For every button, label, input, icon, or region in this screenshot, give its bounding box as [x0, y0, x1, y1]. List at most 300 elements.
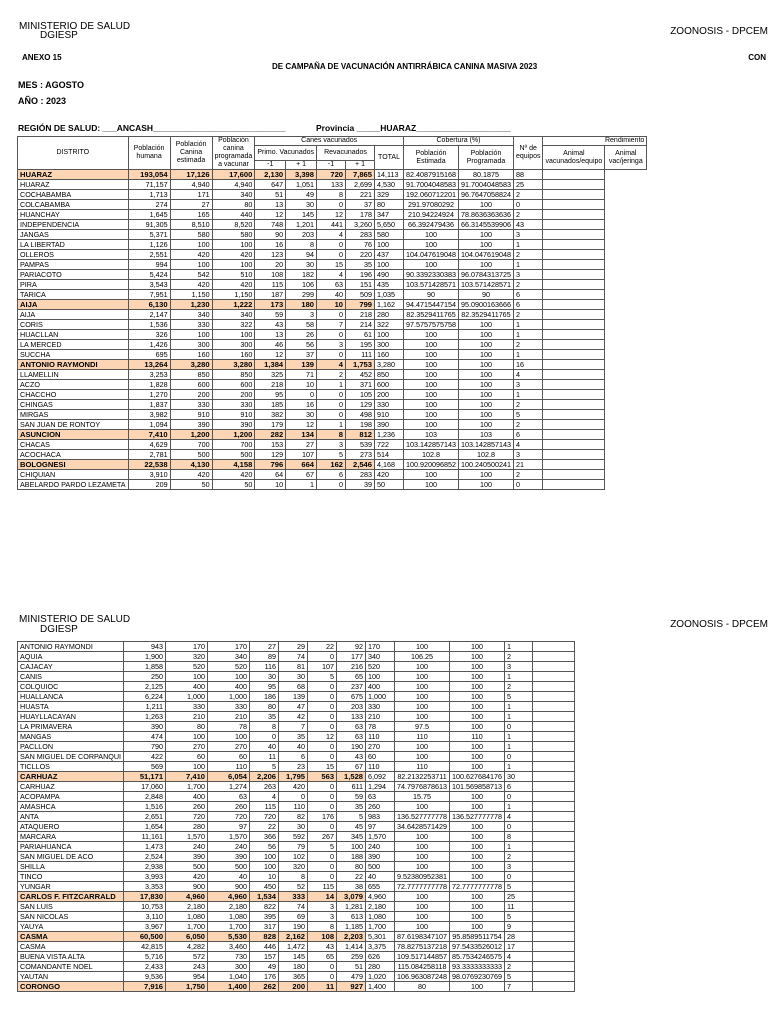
value-cell: 106 — [286, 280, 317, 290]
value-cell: 3,280 — [170, 360, 212, 370]
value-cell: 107 — [286, 450, 317, 460]
value-cell: 695 — [128, 350, 170, 360]
value-cell: 5,716 — [124, 952, 166, 962]
value-cell: 0 — [504, 752, 532, 762]
value-cell: 1,126 — [128, 240, 170, 250]
header-n-equipos: Nº de equipos — [513, 137, 543, 170]
value-cell: 80.1875 — [458, 170, 513, 180]
header-pob-canina-prog: Población canina programada a vacunar — [212, 137, 255, 170]
value-cell: 100 — [450, 902, 505, 912]
value-cell — [532, 832, 574, 842]
value-cell: 330 — [170, 320, 212, 330]
value-cell: 850 — [170, 370, 212, 380]
value-cell: 400 — [166, 682, 208, 692]
value-cell: 3,993 — [124, 872, 166, 882]
value-cell: 200 — [279, 982, 308, 992]
value-cell: 12 — [317, 210, 346, 220]
table-row — [18, 712, 617, 722]
district-cell: AQUIA — [18, 652, 124, 662]
value-cell: 136.527777778 — [395, 812, 450, 822]
value-cell: 2,546 — [346, 460, 375, 470]
value-cell: 1,426 — [128, 340, 170, 350]
value-cell: 100 — [395, 752, 450, 762]
value-cell — [532, 862, 574, 872]
district-cell: JANGAS — [18, 230, 129, 240]
table-row — [18, 320, 647, 330]
value-cell: 13 — [255, 200, 286, 210]
district-cell: AIJA — [18, 300, 129, 310]
value-cell: 61 — [346, 330, 375, 340]
campaign-title: DE CAMPAÑA DE VACUNACIÓN ANTIRRÁBICA CANINA MASIVA 2023 — [272, 62, 538, 71]
value-cell: 93.3333333333 — [450, 962, 505, 972]
value-cell: 1,185 — [337, 922, 366, 932]
value-cell: 345 — [337, 832, 366, 842]
value-cell: 474 — [124, 732, 166, 742]
district-cell: HUAYLLACAYAN — [18, 712, 124, 722]
district-cell: CORONGO — [18, 982, 124, 992]
value-cell: 267 — [308, 832, 337, 842]
value-cell: 71,157 — [128, 180, 170, 190]
value-cell: 3,982 — [128, 410, 170, 420]
value-cell: 100 — [395, 922, 450, 932]
district-cell: YAUTAN — [18, 972, 124, 982]
table-row — [18, 812, 617, 822]
district-cell: SAN MIGUEL DE CORPANQUI — [18, 752, 124, 762]
value-cell: 655 — [366, 882, 395, 892]
value-cell: 176 — [250, 972, 279, 982]
value-cell — [543, 320, 605, 330]
value-cell: 13,264 — [128, 360, 170, 370]
value-cell: 178 — [346, 210, 375, 220]
value-cell: 592 — [279, 832, 308, 842]
value-cell: 97.5 — [395, 722, 450, 732]
value-cell: 25 — [513, 180, 543, 190]
value-cell: 47 — [279, 702, 308, 712]
value-cell: 1,150 — [212, 290, 255, 300]
value-cell: 1,645 — [128, 210, 170, 220]
value-cell: 539 — [346, 440, 375, 450]
value-cell: 100 — [458, 230, 513, 240]
value-cell: 330 — [212, 400, 255, 410]
value-cell: 400 — [366, 682, 395, 692]
value-cell: 10 — [250, 872, 279, 882]
value-cell — [543, 300, 605, 310]
table-row — [18, 952, 617, 962]
ministry-title: MINISTERIO DE SALUD — [19, 21, 131, 32]
value-cell: 49 — [286, 190, 317, 200]
value-cell: 5 — [513, 410, 543, 420]
value-cell: 102 — [279, 852, 308, 862]
value-cell: 66.392479436 — [404, 220, 459, 230]
value-cell: 3 — [286, 310, 317, 320]
value-cell: 329 — [375, 190, 404, 200]
value-cell: 954 — [166, 972, 208, 982]
header-pob-humana: Población humana — [128, 137, 170, 170]
district-cell: MANGAS — [18, 732, 124, 742]
value-cell: 7 — [279, 722, 308, 732]
value-cell: 2 — [513, 250, 543, 260]
value-cell: 30 — [286, 200, 317, 210]
value-cell: 1 — [504, 672, 532, 682]
value-cell: 165 — [170, 210, 212, 220]
value-cell: 1,536 — [128, 320, 170, 330]
value-cell: 20 — [255, 260, 286, 270]
value-cell: 420 — [212, 470, 255, 480]
table-row — [18, 642, 617, 652]
value-cell: 910 — [170, 410, 212, 420]
year-label: AÑO : 2023 — [18, 96, 67, 106]
value-cell: 5 — [337, 812, 366, 822]
value-cell: 100 — [208, 672, 250, 682]
value-cell: 106.963087248 — [395, 972, 450, 982]
table-row — [18, 882, 617, 892]
value-cell: 49 — [250, 962, 279, 972]
value-cell: 100 — [450, 862, 505, 872]
value-cell: 100 — [395, 682, 450, 692]
header-primo: Primo. Vacunados — [255, 146, 317, 161]
value-cell: 390 — [366, 852, 395, 862]
table-row — [18, 190, 647, 200]
value-cell: 16 — [513, 360, 543, 370]
value-cell: 100 — [404, 370, 459, 380]
value-cell: 983 — [366, 812, 395, 822]
value-cell: 3 — [504, 662, 532, 672]
value-cell: 1,750 — [166, 982, 208, 992]
value-cell: 1,858 — [124, 662, 166, 672]
province-total-row — [18, 360, 647, 370]
value-cell: 7,951 — [128, 290, 170, 300]
value-cell: 600 — [170, 380, 212, 390]
value-cell: 186 — [250, 692, 279, 702]
value-cell: 100 — [404, 480, 459, 490]
district-cell: SAN MIGUEL DE ACO — [18, 852, 124, 862]
value-cell: 1 — [317, 380, 346, 390]
value-cell: 100 — [404, 260, 459, 270]
value-cell: 100 — [166, 732, 208, 742]
value-cell: 3 — [513, 450, 543, 460]
table-row — [18, 672, 617, 682]
value-cell: 74 — [279, 902, 308, 912]
value-cell: 2,162 — [279, 932, 308, 942]
value-cell: 3,280 — [375, 360, 404, 370]
value-cell: 80 — [395, 982, 450, 992]
table-row — [18, 470, 647, 480]
district-cell: PAMPAS — [18, 260, 129, 270]
value-cell: 1,384 — [255, 360, 286, 370]
value-cell: 216 — [337, 662, 366, 672]
district-cell: CARLOS F. FITZCARRALD — [18, 892, 124, 902]
table-row — [18, 230, 647, 240]
value-cell: 2,781 — [128, 450, 170, 460]
value-cell: 748 — [255, 220, 286, 230]
value-cell: 452 — [346, 370, 375, 380]
value-cell: 139 — [286, 360, 317, 370]
value-cell: 3 — [308, 912, 337, 922]
value-cell: 97 — [366, 822, 395, 832]
district-cell: CHIQUIAN — [18, 470, 129, 480]
value-cell: 520 — [166, 662, 208, 672]
table-row — [18, 340, 647, 350]
value-cell: 100 — [450, 912, 505, 922]
value-cell: 0 — [317, 200, 346, 210]
value-cell: 92 — [337, 642, 366, 652]
value-cell: 10 — [286, 380, 317, 390]
value-cell: 115 — [255, 280, 286, 290]
value-cell: 0 — [308, 972, 337, 982]
value-cell: 100 — [450, 762, 505, 772]
value-cell: 46 — [255, 340, 286, 350]
value-cell: 95.0900163666 — [458, 300, 513, 310]
value-cell: 100 — [337, 842, 366, 852]
header-revac-m1: -1 — [317, 161, 346, 170]
value-cell: 133 — [337, 712, 366, 722]
value-cell: 441 — [317, 220, 346, 230]
value-cell: 0 — [317, 250, 346, 260]
table-row — [18, 742, 617, 752]
value-cell: 100 — [458, 370, 513, 380]
value-cell: 30 — [286, 410, 317, 420]
value-cell: 4 — [317, 360, 346, 370]
district-cell: TICLLOS — [18, 762, 124, 772]
value-cell: 90 — [458, 290, 513, 300]
value-cell: 6 — [513, 430, 543, 440]
district-cell: TARICA — [18, 290, 129, 300]
district-cell: PACLLON — [18, 742, 124, 752]
value-cell: 1 — [513, 330, 543, 340]
value-cell: 273 — [346, 450, 375, 460]
value-cell — [532, 942, 574, 952]
value-cell: 0 — [317, 310, 346, 320]
value-cell: 91.7004048583 — [458, 180, 513, 190]
value-cell: 37 — [346, 200, 375, 210]
value-cell: 10 — [255, 480, 286, 490]
value-cell: 115.084258118 — [395, 962, 450, 972]
district-cell: COMANDANTE NOEL — [18, 962, 124, 972]
value-cell: 3 — [308, 902, 337, 912]
value-cell: 3 — [513, 230, 543, 240]
table-row — [18, 902, 617, 912]
value-cell: 1,051 — [286, 180, 317, 190]
value-cell: 82 — [279, 812, 308, 822]
value-cell: 675 — [337, 692, 366, 702]
value-cell: 15 — [308, 762, 337, 772]
value-cell: 179 — [255, 420, 286, 430]
value-cell: 0 — [504, 822, 532, 832]
value-cell: 51 — [337, 962, 366, 972]
district-cell: LLAMELLIN — [18, 370, 129, 380]
value-cell: 250 — [124, 672, 166, 682]
value-cell — [543, 250, 605, 260]
value-cell: 220 — [346, 250, 375, 260]
value-cell: 4 — [250, 792, 279, 802]
month-label: MES : AGOSTO — [18, 80, 85, 90]
value-cell: 78.8636363636 — [458, 210, 513, 220]
value-cell: 1 — [504, 732, 532, 742]
value-cell: 500 — [170, 450, 212, 460]
province-total-row — [18, 460, 647, 470]
value-cell: 80 — [166, 722, 208, 732]
value-cell: 262 — [250, 982, 279, 992]
value-cell: 700 — [212, 440, 255, 450]
value-cell: 63 — [366, 792, 395, 802]
value-cell: 240 — [208, 842, 250, 852]
value-cell: 2 — [513, 280, 543, 290]
value-cell: 390 — [375, 420, 404, 430]
value-cell: 0 — [308, 682, 337, 692]
value-cell: 270 — [166, 742, 208, 752]
district-cell: CANIS — [18, 672, 124, 682]
value-cell: 30 — [286, 260, 317, 270]
district-cell: COLQUIOC — [18, 682, 124, 692]
district-cell: AMASHCA — [18, 802, 124, 812]
value-cell: 3 — [513, 380, 543, 390]
value-cell: 100 — [458, 320, 513, 330]
value-cell: 799 — [346, 300, 375, 310]
district-cell: HUARAZ — [18, 170, 129, 180]
value-cell: 100 — [450, 872, 505, 882]
value-cell: 74 — [279, 652, 308, 662]
value-cell: 100.627684176 — [450, 772, 505, 782]
table-row — [18, 220, 647, 230]
value-cell — [532, 882, 574, 892]
value-cell: 100.240500241 — [458, 460, 513, 470]
table-row — [18, 962, 617, 972]
value-cell — [543, 350, 605, 360]
value-cell: 100 — [450, 672, 505, 682]
table-row — [18, 270, 647, 280]
value-cell: 100 — [395, 902, 450, 912]
district-cell: AIJA — [18, 310, 129, 320]
value-cell: 0 — [308, 802, 337, 812]
header-pob-programada: Población Programada — [458, 146, 513, 170]
value-cell: 1,281 — [337, 902, 366, 912]
value-cell: 160 — [212, 350, 255, 360]
value-cell: 1,414 — [337, 942, 366, 952]
value-cell: 365 — [279, 972, 308, 982]
value-cell: 420 — [170, 470, 212, 480]
value-cell: 203 — [337, 702, 366, 712]
district-cell: CASMA — [18, 942, 124, 952]
district-cell: SUCCHA — [18, 350, 129, 360]
value-cell: 100 — [450, 802, 505, 812]
vaccination-table-1 — [17, 136, 647, 490]
table-row — [18, 842, 617, 852]
value-cell: 1,400 — [208, 982, 250, 992]
value-cell: 101.569858713 — [450, 782, 505, 792]
value-cell: 100 — [450, 832, 505, 842]
value-cell: 100 — [250, 862, 279, 872]
district-cell: ATAQUERO — [18, 822, 124, 832]
district-cell: COLCABAMBA — [18, 200, 129, 210]
value-cell: 115 — [308, 882, 337, 892]
value-cell: 0 — [308, 872, 337, 882]
value-cell: 2,180 — [208, 902, 250, 912]
value-cell: 283 — [346, 230, 375, 240]
value-cell: 7,410 — [166, 772, 208, 782]
value-cell — [543, 450, 605, 460]
value-cell: 100 — [450, 722, 505, 732]
table-row — [18, 440, 647, 450]
value-cell: 43 — [308, 942, 337, 952]
value-cell: 11,161 — [124, 832, 166, 842]
value-cell: 100 — [404, 360, 459, 370]
value-cell: 1,236 — [375, 430, 404, 440]
value-cell: 8 — [317, 190, 346, 200]
value-cell: 479 — [337, 972, 366, 982]
value-cell: 611 — [337, 782, 366, 792]
value-cell: 90 — [404, 290, 459, 300]
value-cell: 111 — [346, 350, 375, 360]
value-cell: 100 — [170, 240, 212, 250]
value-cell: 0 — [279, 792, 308, 802]
value-cell: 0 — [308, 692, 337, 702]
header-canes-vacunados: Canes vacunados — [255, 137, 404, 146]
value-cell: 7,916 — [124, 982, 166, 992]
value-cell: 390 — [170, 420, 212, 430]
value-cell: 333 — [279, 892, 308, 902]
value-cell: 94.4715447154 — [404, 300, 459, 310]
header-primo-m1: -1 — [255, 161, 286, 170]
table-row — [18, 330, 647, 340]
value-cell: 100 — [170, 330, 212, 340]
value-cell: 214 — [346, 320, 375, 330]
district-cell: MARCARA — [18, 832, 124, 842]
district-cell: ANTONIO RAYMONDI — [18, 642, 124, 652]
value-cell: 107 — [308, 662, 337, 672]
value-cell — [543, 390, 605, 400]
value-cell: 4 — [513, 440, 543, 450]
con-label: CON — [748, 53, 766, 62]
value-cell: 4 — [317, 230, 346, 240]
value-cell: 1,040 — [208, 972, 250, 982]
value-cell: 0 — [308, 822, 337, 832]
value-cell: 100 — [450, 712, 505, 722]
value-cell: 322 — [212, 320, 255, 330]
value-cell: 4,940 — [212, 180, 255, 190]
value-cell: 1 — [504, 742, 532, 752]
table-row — [18, 652, 617, 662]
value-cell: 8,520 — [212, 220, 255, 230]
value-cell: 38 — [337, 882, 366, 892]
value-cell: 498 — [346, 410, 375, 420]
value-cell: 88 — [513, 170, 543, 180]
value-cell: 100 — [404, 380, 459, 390]
value-cell: 8 — [317, 430, 346, 440]
value-cell: 17,600 — [212, 170, 255, 180]
value-cell: 100 — [404, 330, 459, 340]
value-cell: 4 — [504, 952, 532, 962]
value-cell: 500 — [212, 450, 255, 460]
header-revacunados: Revacunados — [317, 146, 375, 161]
value-cell: 60 — [366, 752, 395, 762]
value-cell: 182 — [286, 270, 317, 280]
value-cell: 100 — [458, 420, 513, 430]
value-cell: 82.3529411765 — [404, 310, 459, 320]
value-cell: 5,650 — [375, 220, 404, 230]
table-row — [18, 420, 647, 430]
value-cell: 5,530 — [208, 932, 250, 942]
value-cell: 100 — [404, 390, 459, 400]
value-cell: 510 — [212, 270, 255, 280]
value-cell: 8 — [308, 922, 337, 932]
value-cell: 100 — [395, 642, 450, 652]
value-cell: 1,828 — [128, 380, 170, 390]
value-cell: 2 — [504, 652, 532, 662]
value-cell: 91.7004048583 — [404, 180, 459, 190]
value-cell: 259 — [337, 952, 366, 962]
value-cell: 110 — [279, 802, 308, 812]
value-cell: 100 — [404, 240, 459, 250]
